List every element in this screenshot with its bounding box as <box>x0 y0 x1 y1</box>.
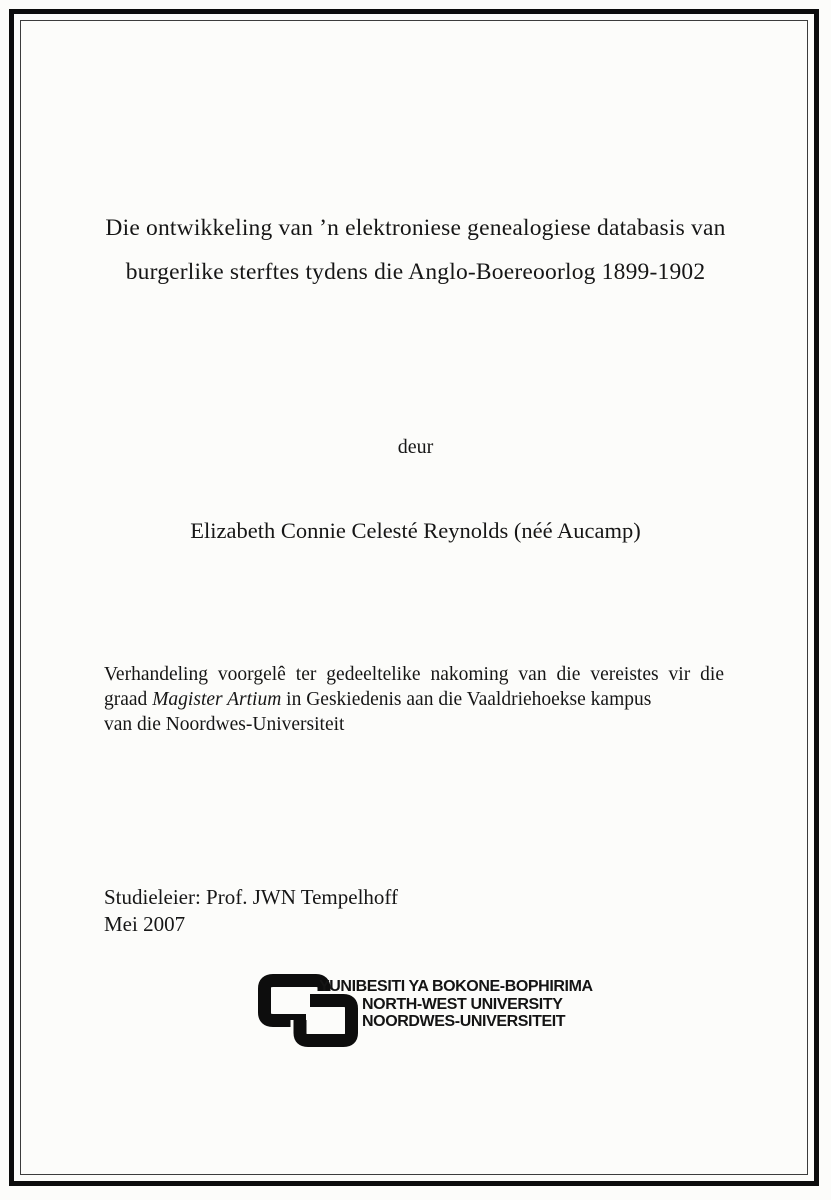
thesis-title-line-2: burgerlike sterftes tydens die Anglo-Boereoorlog 1899-1902 <box>125 259 706 285</box>
byline-deur: deur <box>397 436 434 458</box>
author-name: Elizabeth Connie Celesté Reynolds (néé Aucamp) <box>190 518 641 543</box>
statement-line-2-prefix: graad <box>104 689 153 711</box>
date-line: Mei 2007 <box>104 911 186 936</box>
statement-degree-name-italic: Magister Artium <box>152 689 282 711</box>
supervisor-block <box>104 884 398 937</box>
logo-text-setswana: YUNIBESITI YA BOKONE-BOPHIRIMA <box>319 978 593 995</box>
supervisor-line: Studieleier: Prof. JWN Tempelhoff <box>104 885 399 909</box>
statement-line-1: Verhandeling voorgelê ter gedeeltelike nakoming van die vereistes vir die <box>104 664 724 685</box>
statement-line-2-suffix: in Geskiedenis aan die Vaaldriehoekse kampus <box>281 689 652 711</box>
university-logo <box>258 974 636 1048</box>
thesis-title-line-1: Die ontwikkeling van ’n elektroniese genealogiese databasis van <box>105 215 726 241</box>
statement-line-2 <box>104 687 724 712</box>
degree-statement <box>104 662 724 738</box>
logo-text-english: NORTH-WEST UNIVERSITY <box>362 995 563 1013</box>
thesis-title <box>55 206 776 294</box>
logo-text-afrikaans: NOORDWES-UNIVERSITEIT <box>362 1013 566 1030</box>
logo-wordmark <box>319 974 636 1031</box>
statement-line-3: van die Noordwes-Universiteit <box>104 714 345 736</box>
